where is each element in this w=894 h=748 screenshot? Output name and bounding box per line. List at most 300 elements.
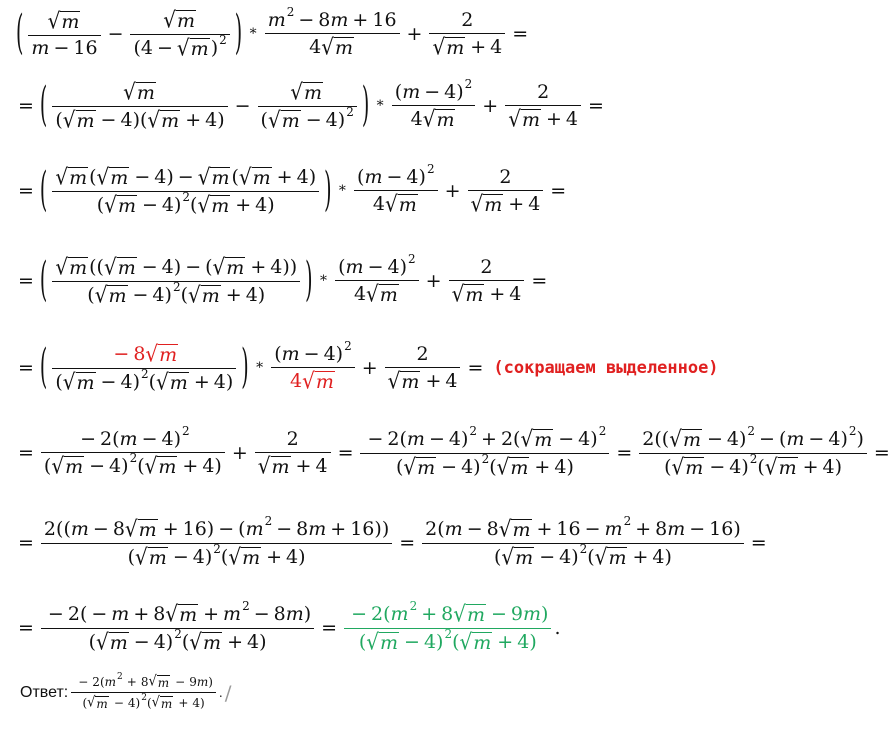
answer-formula xyxy=(68,672,223,712)
numerator xyxy=(344,599,551,628)
square-root xyxy=(669,425,702,452)
paren: ( xyxy=(231,165,239,188)
radical-sign-icon: √ xyxy=(228,543,242,570)
denominator xyxy=(385,368,461,392)
multiply-sign: ∗ xyxy=(248,23,258,39)
paren: ) xyxy=(418,165,426,188)
math-number: 2 xyxy=(100,427,113,450)
denominator xyxy=(84,282,268,306)
math-number: 4 xyxy=(245,283,258,306)
fraction xyxy=(639,424,867,480)
radical-sign-icon: √ xyxy=(51,452,65,479)
math-operator: + xyxy=(361,356,378,379)
paren: ) xyxy=(337,108,346,131)
exponent: 2 xyxy=(579,542,588,556)
paren: ) xyxy=(456,80,464,103)
math-operator: − xyxy=(386,165,403,188)
paren: ) xyxy=(374,517,382,540)
paren: ( xyxy=(238,517,246,540)
math-number: 4 xyxy=(192,545,205,568)
square-root xyxy=(764,453,798,480)
square-root xyxy=(145,340,178,367)
step-6 xyxy=(14,420,890,486)
radicand: m xyxy=(446,36,465,59)
math-operator: + xyxy=(632,545,649,568)
math-number: 2 xyxy=(371,602,384,625)
square-root xyxy=(55,163,88,190)
radical-sign-icon: √ xyxy=(147,106,161,133)
right-paren: ) xyxy=(324,162,332,217)
paren: ) xyxy=(214,454,222,477)
step-1-formula xyxy=(14,5,532,61)
math-operator: − xyxy=(424,80,441,103)
paren: ( xyxy=(394,80,403,103)
square-root xyxy=(257,452,291,479)
radicand: m xyxy=(515,546,534,569)
radical-sign-icon: √ xyxy=(366,628,379,655)
left-paren: ( xyxy=(39,339,48,394)
paren: ) xyxy=(217,108,225,131)
math-variable: m xyxy=(196,675,209,689)
square-root xyxy=(176,34,210,61)
fraction xyxy=(344,599,551,655)
right-paren: ) xyxy=(234,5,243,60)
exponent: 2 xyxy=(172,280,181,294)
math-variable: m xyxy=(111,602,130,625)
paren: ) xyxy=(856,427,864,450)
math-operator: − xyxy=(441,455,458,478)
step-3 xyxy=(14,158,842,224)
math-number: 4 xyxy=(120,370,133,393)
exponent: 2 xyxy=(408,252,416,266)
math-operator: − xyxy=(689,517,706,540)
math-operator: − xyxy=(706,427,723,450)
math-operator: − xyxy=(253,602,270,625)
math-number: 8 xyxy=(112,517,125,540)
math-operator: − xyxy=(107,22,124,45)
radical-sign-icon: √ xyxy=(508,105,521,132)
square-root xyxy=(96,163,130,190)
paren: ( xyxy=(89,255,97,278)
fraction xyxy=(41,424,225,479)
math-number: 8 xyxy=(133,342,146,365)
paren: ( xyxy=(220,545,229,568)
square-root xyxy=(594,543,628,570)
denominator xyxy=(429,34,505,58)
math-number: 4 xyxy=(192,696,201,710)
math-operator: + xyxy=(635,517,652,540)
math-operator: + xyxy=(497,630,514,653)
radical-sign-icon: √ xyxy=(470,190,484,217)
paren: ( xyxy=(358,630,367,653)
math-number: 1 xyxy=(182,517,195,540)
math-variable: m xyxy=(281,342,300,365)
math-number: 4 xyxy=(726,427,739,450)
numerator xyxy=(335,252,419,280)
math-operator: + xyxy=(276,165,293,188)
radical-sign-icon: √ xyxy=(422,105,436,132)
radical-sign-icon: √ xyxy=(156,368,169,395)
paren: ( xyxy=(395,455,404,478)
math-operator: + xyxy=(352,8,369,31)
fraction xyxy=(28,7,100,59)
multiply-sign: ∗ xyxy=(375,95,385,111)
math-operator: − xyxy=(177,165,194,188)
square-root xyxy=(47,7,81,34)
radical-sign-icon: √ xyxy=(144,452,158,479)
paren: ) xyxy=(571,545,579,568)
multiply-sign: ∗ xyxy=(254,357,265,373)
numerator xyxy=(106,340,182,368)
math-number: 2 xyxy=(286,427,299,450)
math-operator: − xyxy=(172,545,189,568)
radicand: m xyxy=(176,9,196,32)
math-variable: m xyxy=(267,8,286,31)
answer-label: Ответ: xyxy=(20,683,69,701)
denominator xyxy=(468,191,544,215)
math-number: 2 xyxy=(461,8,474,31)
paren: ) xyxy=(460,427,469,450)
square-root xyxy=(321,33,354,60)
math-number: 6 xyxy=(721,517,734,540)
fraction xyxy=(52,163,319,218)
math-operator: − xyxy=(491,602,507,625)
fraction xyxy=(258,78,357,133)
math-variable: m xyxy=(667,517,686,540)
denominator xyxy=(449,281,525,305)
exponent: 2 xyxy=(481,452,490,466)
math-number: 4 xyxy=(153,630,166,653)
math-number: 6 xyxy=(568,517,581,540)
square-root xyxy=(144,452,178,479)
radicand: m xyxy=(778,456,797,479)
radicand: m xyxy=(685,456,704,479)
square-root xyxy=(103,253,137,280)
radicand: m xyxy=(417,456,436,479)
math-operator: + xyxy=(425,369,442,392)
math-number: 4 xyxy=(325,108,338,131)
exponent: 2 xyxy=(747,424,756,438)
radicand: m xyxy=(379,283,398,306)
paren: ) xyxy=(204,545,213,568)
radicand: m xyxy=(315,370,334,393)
square-root xyxy=(671,453,705,480)
paren: ( xyxy=(63,517,71,540)
step-1 xyxy=(14,5,842,63)
paren: ) xyxy=(834,455,843,478)
paren: ) xyxy=(473,455,481,478)
multiply-sign: ∗ xyxy=(337,180,348,196)
radical-sign-icon: √ xyxy=(165,600,179,627)
square-root xyxy=(104,191,137,218)
math-number: 2 xyxy=(416,342,429,365)
exponent: 2 xyxy=(242,599,250,613)
exponent: 2 xyxy=(219,33,227,47)
math-operator: − xyxy=(351,602,368,625)
exponent: 2 xyxy=(174,627,182,641)
math-number: 4 xyxy=(353,282,367,305)
numerator xyxy=(639,424,867,453)
math-operator: + xyxy=(508,192,525,215)
radicand: m xyxy=(148,546,167,569)
step-2-formula xyxy=(14,77,608,133)
radical-sign-icon: √ xyxy=(496,453,510,480)
denominator xyxy=(258,107,357,131)
math-number: 8 xyxy=(486,517,499,540)
exponent: 2 xyxy=(848,424,857,438)
numerator xyxy=(52,163,319,191)
paren: ( xyxy=(654,427,662,450)
paren: ) xyxy=(173,193,182,216)
math-number: 1 xyxy=(73,36,86,59)
math-operator: − xyxy=(92,517,109,540)
radical-sign-icon: √ xyxy=(501,543,515,570)
radical-sign-icon: √ xyxy=(432,33,446,60)
numerator xyxy=(287,78,327,106)
equals-sign: = xyxy=(550,179,567,202)
paren: ) xyxy=(132,108,140,131)
math-number: 4 xyxy=(202,454,215,477)
math-number: 4 xyxy=(309,35,322,58)
paren: ( xyxy=(127,545,136,568)
math-operator: + xyxy=(185,108,202,131)
paren: ) xyxy=(308,165,317,188)
math-operator: + xyxy=(231,441,248,464)
square-root xyxy=(197,163,231,190)
paren: ( xyxy=(190,193,198,216)
square-root xyxy=(189,628,222,655)
square-root xyxy=(135,543,168,570)
radical-sign-icon: √ xyxy=(151,694,160,712)
radical-sign-icon: √ xyxy=(188,281,201,308)
math-number: 4 xyxy=(406,165,419,188)
paren: ( xyxy=(778,427,787,450)
math-number: 2 xyxy=(43,517,57,540)
math-operator: + xyxy=(266,545,283,568)
denominator xyxy=(287,368,339,392)
numerator xyxy=(284,427,302,452)
equals-sign: = xyxy=(18,356,34,379)
math-operator: − xyxy=(113,342,130,365)
paren: ( xyxy=(146,696,152,710)
math-operator: − xyxy=(78,675,89,689)
denominator xyxy=(130,35,229,59)
math-number: 1 xyxy=(350,517,363,540)
math-operator: − xyxy=(234,94,251,117)
numerator xyxy=(52,253,300,281)
fraction xyxy=(271,339,355,394)
math-number: 4 xyxy=(828,427,841,450)
radical-sign-icon: √ xyxy=(55,253,69,280)
radical-sign-icon: √ xyxy=(387,367,401,394)
square-root xyxy=(508,105,541,132)
numerator xyxy=(120,78,160,106)
math-operator: − xyxy=(80,427,97,450)
paren: ) xyxy=(733,517,741,540)
paren: ( xyxy=(489,455,497,478)
math-operator: + xyxy=(203,602,220,625)
left-paren: ( xyxy=(39,77,48,132)
math-operator: − xyxy=(428,427,445,450)
radicand: m xyxy=(682,428,701,451)
square-root xyxy=(387,367,421,394)
radical-sign-icon: √ xyxy=(384,190,398,217)
square-root xyxy=(496,453,530,480)
paren: ( xyxy=(96,255,104,278)
paren: ) xyxy=(132,370,140,393)
radical-sign-icon: √ xyxy=(55,163,69,190)
radicand: m xyxy=(242,546,261,569)
square-root xyxy=(228,543,261,570)
math-operator: − xyxy=(276,517,293,540)
paren: ) xyxy=(225,370,234,393)
math-operator: + xyxy=(178,696,189,710)
step-3-formula xyxy=(14,162,570,218)
math-operator: − xyxy=(53,36,70,59)
math-operator: − xyxy=(558,427,575,450)
fraction xyxy=(41,514,392,570)
radical-sign-icon: √ xyxy=(62,106,76,133)
paren: ) xyxy=(541,602,549,625)
math-number: 8 xyxy=(296,517,309,540)
radical-sign-icon: √ xyxy=(96,163,110,190)
math-operator: − xyxy=(134,165,151,188)
denominator xyxy=(52,369,236,393)
radical-sign-icon: √ xyxy=(594,543,608,570)
exponent: 2 xyxy=(286,5,295,19)
fraction xyxy=(335,252,419,307)
fraction xyxy=(52,340,236,395)
math-number: 8 xyxy=(441,602,454,625)
radical-sign-icon: √ xyxy=(87,694,96,712)
math-operator: − xyxy=(404,630,420,653)
paren: ( xyxy=(513,427,521,450)
exponent: 2 xyxy=(426,162,435,176)
exponent: 2 xyxy=(182,424,190,438)
math-variable: m xyxy=(245,517,264,540)
radical-sign-icon: √ xyxy=(176,34,190,61)
radical-sign-icon: √ xyxy=(104,191,117,218)
paren: ( xyxy=(338,255,346,278)
math-variable: m xyxy=(285,602,304,625)
math-operator: − xyxy=(367,427,384,450)
paren: ( xyxy=(82,696,88,710)
math-number: 2 xyxy=(537,80,550,103)
step-6-formula xyxy=(14,424,894,480)
square-root xyxy=(148,675,170,689)
denominator xyxy=(86,629,270,653)
square-root xyxy=(459,628,493,655)
equals-sign: = xyxy=(18,441,34,464)
math-number: 4 xyxy=(517,630,530,653)
radical-sign-icon: √ xyxy=(148,673,157,691)
radicand: m xyxy=(69,166,88,189)
paren: ) xyxy=(135,696,141,710)
step-8 xyxy=(14,595,842,661)
math-variable: m xyxy=(345,255,364,278)
exponent: 2 xyxy=(623,514,632,528)
equals-sign: = xyxy=(873,441,890,464)
exponent: 2 xyxy=(140,367,149,381)
paren: ) xyxy=(335,342,344,365)
fraction xyxy=(265,5,400,60)
square-root xyxy=(62,106,96,133)
paren: ) xyxy=(590,427,598,450)
fraction xyxy=(422,514,744,570)
paren: ) xyxy=(303,602,312,625)
exponent: 2 xyxy=(141,693,147,703)
fraction xyxy=(505,80,581,132)
paren: ) xyxy=(200,696,205,710)
math-number: 6 xyxy=(194,517,207,540)
math-number: 4 xyxy=(444,80,457,103)
radicand: m xyxy=(304,81,323,104)
radicand: m xyxy=(226,256,245,279)
radicand: m xyxy=(534,428,553,451)
paren: ) xyxy=(164,283,172,306)
radicand: m xyxy=(61,10,80,33)
math-operator: + xyxy=(489,282,506,305)
step-2 xyxy=(14,73,842,139)
math-number: 4 xyxy=(270,255,283,278)
radicand: m xyxy=(510,456,529,479)
math-operator: + xyxy=(295,454,312,477)
math-operator: − xyxy=(218,517,235,540)
paren: ) xyxy=(166,165,174,188)
math-number: 4 xyxy=(161,193,174,216)
math-number: 2 xyxy=(387,427,400,450)
radical-sign-icon: √ xyxy=(47,7,61,34)
paren: ( xyxy=(383,602,391,625)
denominator xyxy=(356,629,540,653)
math-number: 4 xyxy=(578,427,591,450)
radical-sign-icon: √ xyxy=(123,78,136,105)
math-operator: − xyxy=(185,255,202,278)
math-number: 8 xyxy=(655,517,668,540)
paren: ( xyxy=(274,342,282,365)
math-operator: − xyxy=(298,8,315,31)
exponent: 2 xyxy=(409,599,418,613)
math-variable: m xyxy=(70,517,89,540)
reduction-note: (сокращаем выделенное) xyxy=(493,358,719,378)
math-operator: + xyxy=(546,107,562,130)
paren: ( xyxy=(139,108,148,131)
radicand: m xyxy=(512,518,531,541)
math-number: 4 xyxy=(423,630,437,653)
left-paren: ( xyxy=(39,162,48,217)
math-variable: m xyxy=(444,517,463,540)
fraction xyxy=(52,253,300,308)
numerator xyxy=(265,5,400,33)
math-number: 4 xyxy=(387,255,400,278)
math-operator: + xyxy=(536,517,553,540)
paren: ) xyxy=(267,193,275,216)
denominator xyxy=(79,693,207,710)
math-number: 9 xyxy=(510,602,524,625)
radicand: m xyxy=(281,109,300,132)
math-variable: m xyxy=(364,165,383,188)
radical-sign-icon: √ xyxy=(366,280,379,307)
exponent: 2 xyxy=(264,514,273,528)
math-number: 4 xyxy=(246,630,260,653)
fraction xyxy=(130,6,229,61)
square-root xyxy=(451,280,485,307)
radicand: m xyxy=(136,81,155,104)
math-operator: − xyxy=(808,427,825,450)
radicand: m xyxy=(203,631,222,654)
square-root xyxy=(453,600,486,627)
square-root xyxy=(366,280,399,307)
